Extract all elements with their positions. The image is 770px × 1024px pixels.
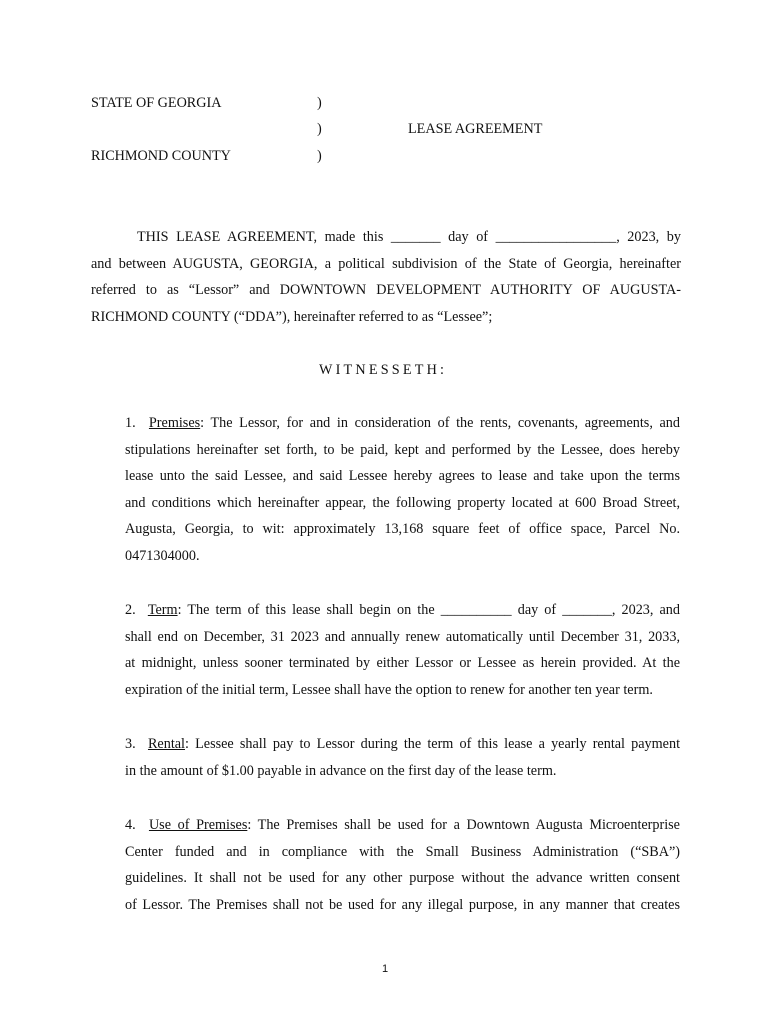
section-term: [125, 597, 680, 703]
caption-paren-1: ): [317, 95, 322, 111]
intro-line: and between AUGUSTA, GEORGIA, a political subdivision of the State of Georgia, hereinafter: [91, 255, 681, 272]
intro-line: THIS LEASE AGREEMENT, made this _______ day of _________________, 2023, by: [137, 229, 681, 245]
intro-paragraph: [91, 224, 681, 330]
section-heading: Term: [147, 602, 178, 618]
section-heading: Rental: [147, 736, 186, 752]
section-number: 1.: [125, 415, 136, 431]
section-heading: Use of Premises: [148, 817, 248, 833]
section-first-line: [125, 731, 680, 758]
section-line: shall end on December, 31 2023 and annually renew automatically until December 31, 2033,: [125, 628, 680, 645]
section-first-text: : The Lessor, for and in consideration of the rents, covenants, agreements, and: [200, 415, 680, 431]
section-line: in the amount of $1.00 payable in advance on the first day of the lease term.: [125, 762, 557, 779]
section-line: stipulations hereinafter set forth, to be paid, kept and performed by the Lessee, does hereby: [125, 441, 680, 458]
section-line: 0471304000.: [125, 547, 200, 564]
section-first-line: [125, 597, 680, 624]
section-line: at midnight, unless sooner terminated by either Lessor or Lessee as herein provided. At the: [125, 655, 680, 672]
section-line: Center funded and in compliance with the Small Business Administration (“SBA”): [125, 843, 680, 860]
caption-state: STATE OF GEORGIA: [91, 95, 222, 111]
section-number: 3.: [125, 736, 136, 752]
intro-line: referred to as “Lessor” and DOWNTOWN DEVELOPMENT AUTHORITY OF AUGUSTA-: [91, 282, 681, 299]
section-line: guidelines. It shall not be used for any other purpose without the advance written consent: [125, 870, 680, 887]
section-premises: [125, 410, 680, 570]
section-use-of-premises: [125, 812, 680, 918]
section-line: and conditions which hereinafter appear, the following property located at 600 Broad Street,: [125, 494, 680, 511]
section-line: lease unto the said Lessee, and said Lessee hereby agrees to lease and take upon the terms: [125, 468, 680, 485]
page-number: 1: [382, 963, 389, 975]
section-heading: Premises: [148, 415, 201, 431]
section-first-line: [125, 812, 680, 839]
section-first-text: : Lessee shall pay to Lessor during the term of this lease a yearly rental payment: [185, 736, 681, 752]
witnesseth-heading: WITNESSETH:: [319, 362, 448, 378]
section-number: 2.: [125, 602, 136, 618]
section-first-text: : The term of this lease shall begin on the __________ day of _______, 2023, and: [177, 602, 680, 618]
document-title: LEASE AGREEMENT: [408, 121, 543, 137]
caption-county: RICHMOND COUNTY: [91, 148, 231, 164]
section-number: 4.: [125, 817, 136, 833]
intro-line: RICHMOND COUNTY (“DDA”), hereinafter referred to as “Lessee”;: [91, 308, 493, 325]
section-first-text: : The Premises shall be used for a Downtown Augusta Microenterprise: [247, 817, 680, 833]
section-line: expiration of the initial term, Lessee shall have the option to renew for another ten year term.: [125, 681, 653, 698]
caption-paren-3: ): [317, 148, 322, 164]
section-first-line: [125, 410, 680, 437]
section-rental: [125, 731, 680, 784]
section-line: Augusta, Georgia, to wit: approximately 13,168 square feet of office space, Parcel No.: [125, 521, 680, 538]
section-line: of Lessor. The Premises shall not be used for any illegal purpose, in any manner that creates: [125, 896, 680, 913]
caption-paren-2: ): [317, 121, 322, 137]
